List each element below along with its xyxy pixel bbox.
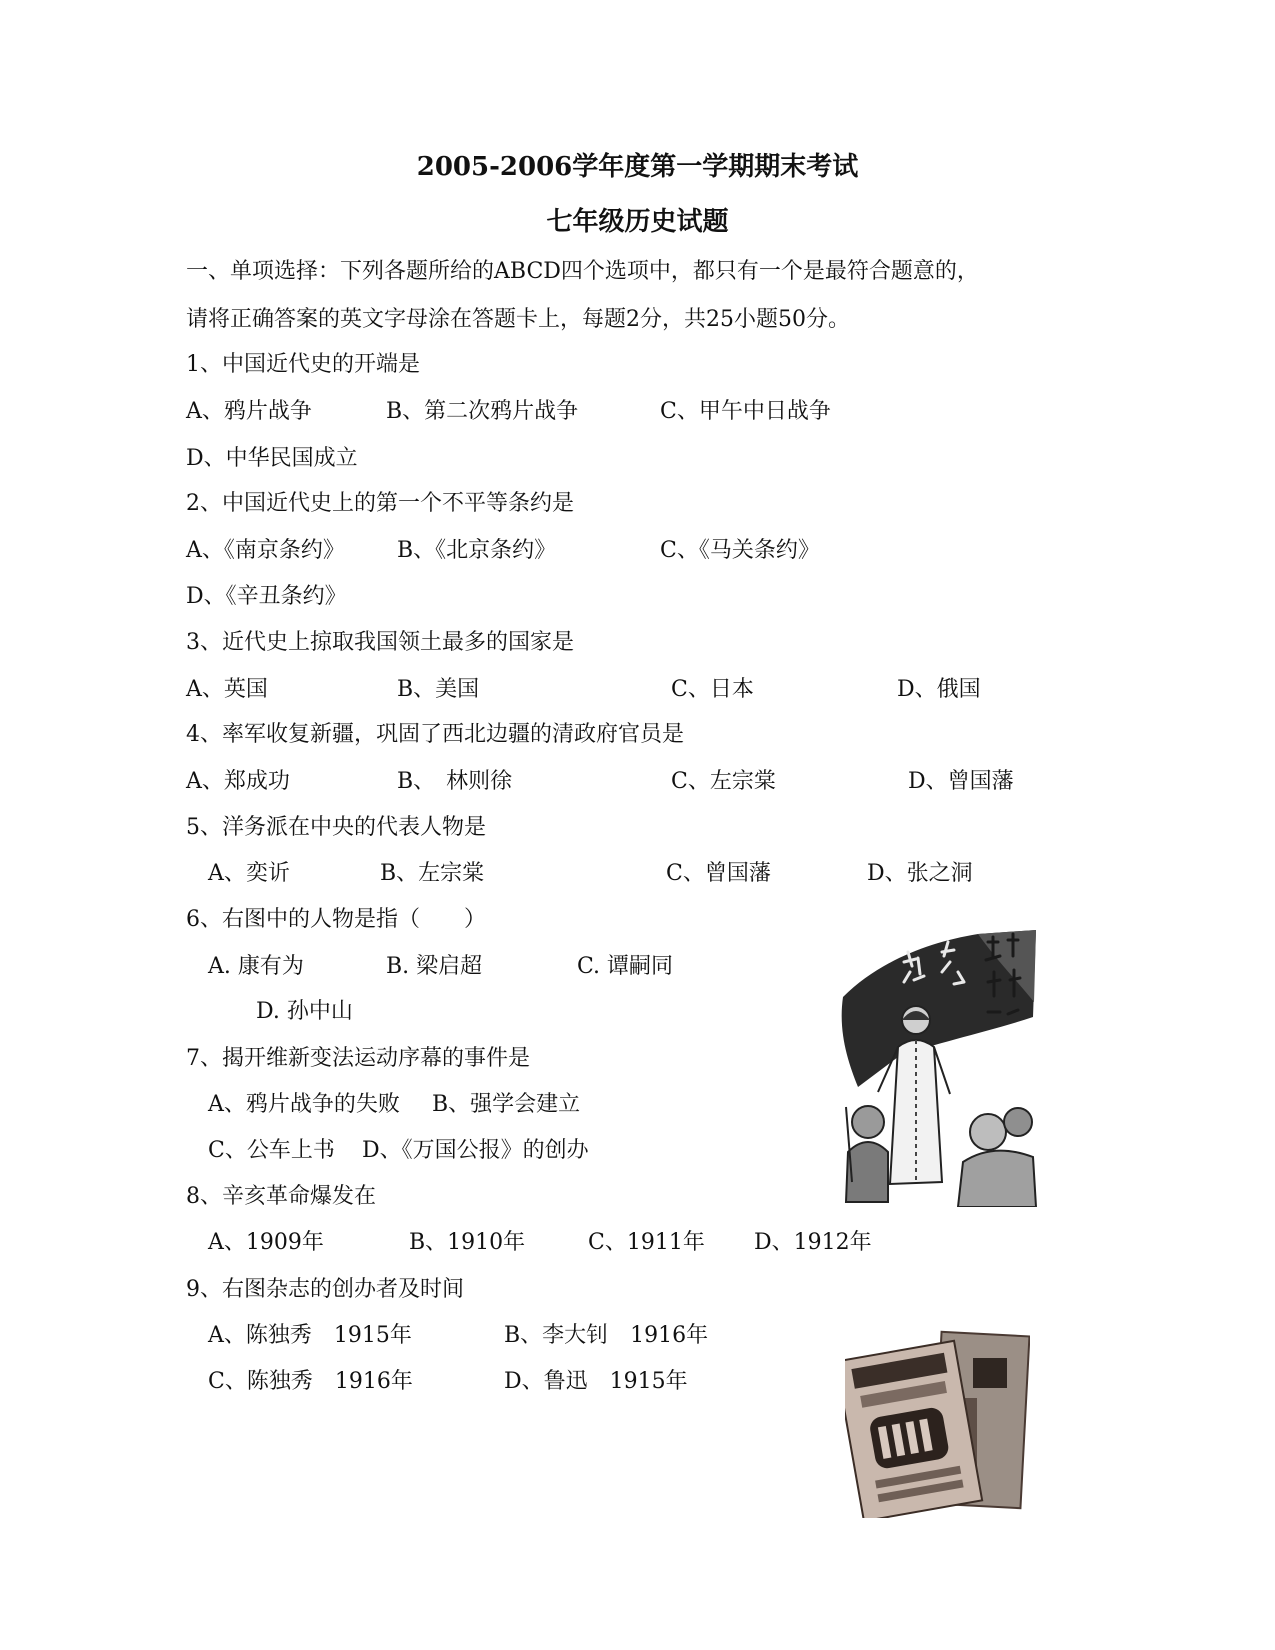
- question-3-option-a: A、英国: [186, 677, 268, 702]
- question-6-stem: 6、右图中的人物是指（ ）: [186, 907, 486, 932]
- question-3-stem: 3、近代史上掠取我国领土最多的国家是: [186, 630, 574, 655]
- question-6-option-d: D. 孙中山: [256, 999, 353, 1024]
- portrait-illustration-icon: [838, 922, 1038, 1207]
- question-8-stem: 8、辛亥革命爆发在: [186, 1184, 376, 1209]
- question-1-option-b: B、第二次鸦片战争: [386, 399, 579, 424]
- exam-subtitle: 七年级历史试题: [546, 207, 729, 237]
- question-6-option-c: C. 谭嗣同: [577, 954, 674, 979]
- question-2-option-b: B、《北京条约》: [397, 538, 557, 563]
- question-5-option-b: B、左宗棠: [380, 861, 485, 886]
- question-9-stem: 9、右图杂志的创办者及时间: [186, 1277, 464, 1302]
- question-8-option-c: C、1911年: [588, 1230, 705, 1255]
- question-4-option-c: C、左宗棠: [671, 769, 776, 794]
- question-7-option-a: A、鸦片战争的失败: [208, 1092, 400, 1117]
- question-9-option-b: B、李大钊 1916年: [504, 1323, 709, 1348]
- question-7-option-d: D、《万国公报》的创办: [362, 1138, 589, 1163]
- question-1-option-d: D、中华民国成立: [186, 446, 358, 471]
- question-8-option-d: D、1912年: [754, 1230, 872, 1255]
- section-heading-line1: 一、单项选择：下列各题所给的ABCD四个选项中，都只有一个是最符合题意的，: [186, 259, 979, 284]
- question-9-option-a: A、陈独秀 1915年: [208, 1323, 412, 1348]
- question-7-option-c: C、公车上书: [208, 1138, 335, 1163]
- question-1-stem: 1、中国近代史的开端是: [186, 352, 420, 377]
- magazine-cover-image-icon: [845, 1328, 1030, 1518]
- question-5-stem: 5、洋务派在中央的代表人物是: [186, 815, 486, 840]
- question-1-option-c: C、甲午中日战争: [660, 399, 831, 424]
- question-2-option-a: A、《南京条约》: [186, 538, 345, 563]
- question-6-option-b: B. 梁启超: [386, 954, 483, 979]
- question-3-option-b: B、美国: [397, 677, 480, 702]
- question-9-option-d: D、鲁迅 1915年: [504, 1369, 688, 1394]
- question-4-option-a: A、郑成功: [186, 769, 290, 794]
- question-5-option-a: A、奕䜣: [208, 861, 290, 886]
- question-4-stem: 4、率军收复新疆，巩固了西北边疆的清政府官员是: [186, 722, 684, 747]
- question-2-stem: 2、中国近代史上的第一个不平等条约是: [186, 491, 574, 516]
- question-1-option-a: A、鸦片战争: [186, 399, 312, 424]
- question-4-option-b: B、 林则徐: [397, 769, 513, 794]
- question-8-option-a: A、1909年: [208, 1230, 324, 1255]
- question-9-option-c: C、陈独秀 1916年: [208, 1369, 413, 1394]
- question-7-stem: 7、揭开维新变法运动序幕的事件是: [186, 1046, 530, 1071]
- question-7-option-b: B、强学会建立: [432, 1092, 581, 1117]
- question-4-option-d: D、曾国藩: [908, 769, 1014, 794]
- question-3-option-c: C、日本: [671, 677, 754, 702]
- question-2-option-d: D、《辛丑条约》: [186, 584, 347, 609]
- section-heading-line2: 请将正确答案的英文字母涂在答题卡上，每题2分，共25小题50分。: [186, 307, 850, 332]
- question-5-option-c: C、曾国藩: [666, 861, 771, 886]
- question-2-option-c: C、《马关条约》: [660, 538, 820, 563]
- question-8-option-b: B、1910年: [409, 1230, 526, 1255]
- exam-title: 2005-2006学年度第一学期期末考试: [416, 152, 859, 182]
- question-5-option-d: D、张之洞: [867, 861, 973, 886]
- question-3-option-d: D、俄国: [897, 677, 981, 702]
- question-6-option-a: A. 康有为: [208, 954, 304, 979]
